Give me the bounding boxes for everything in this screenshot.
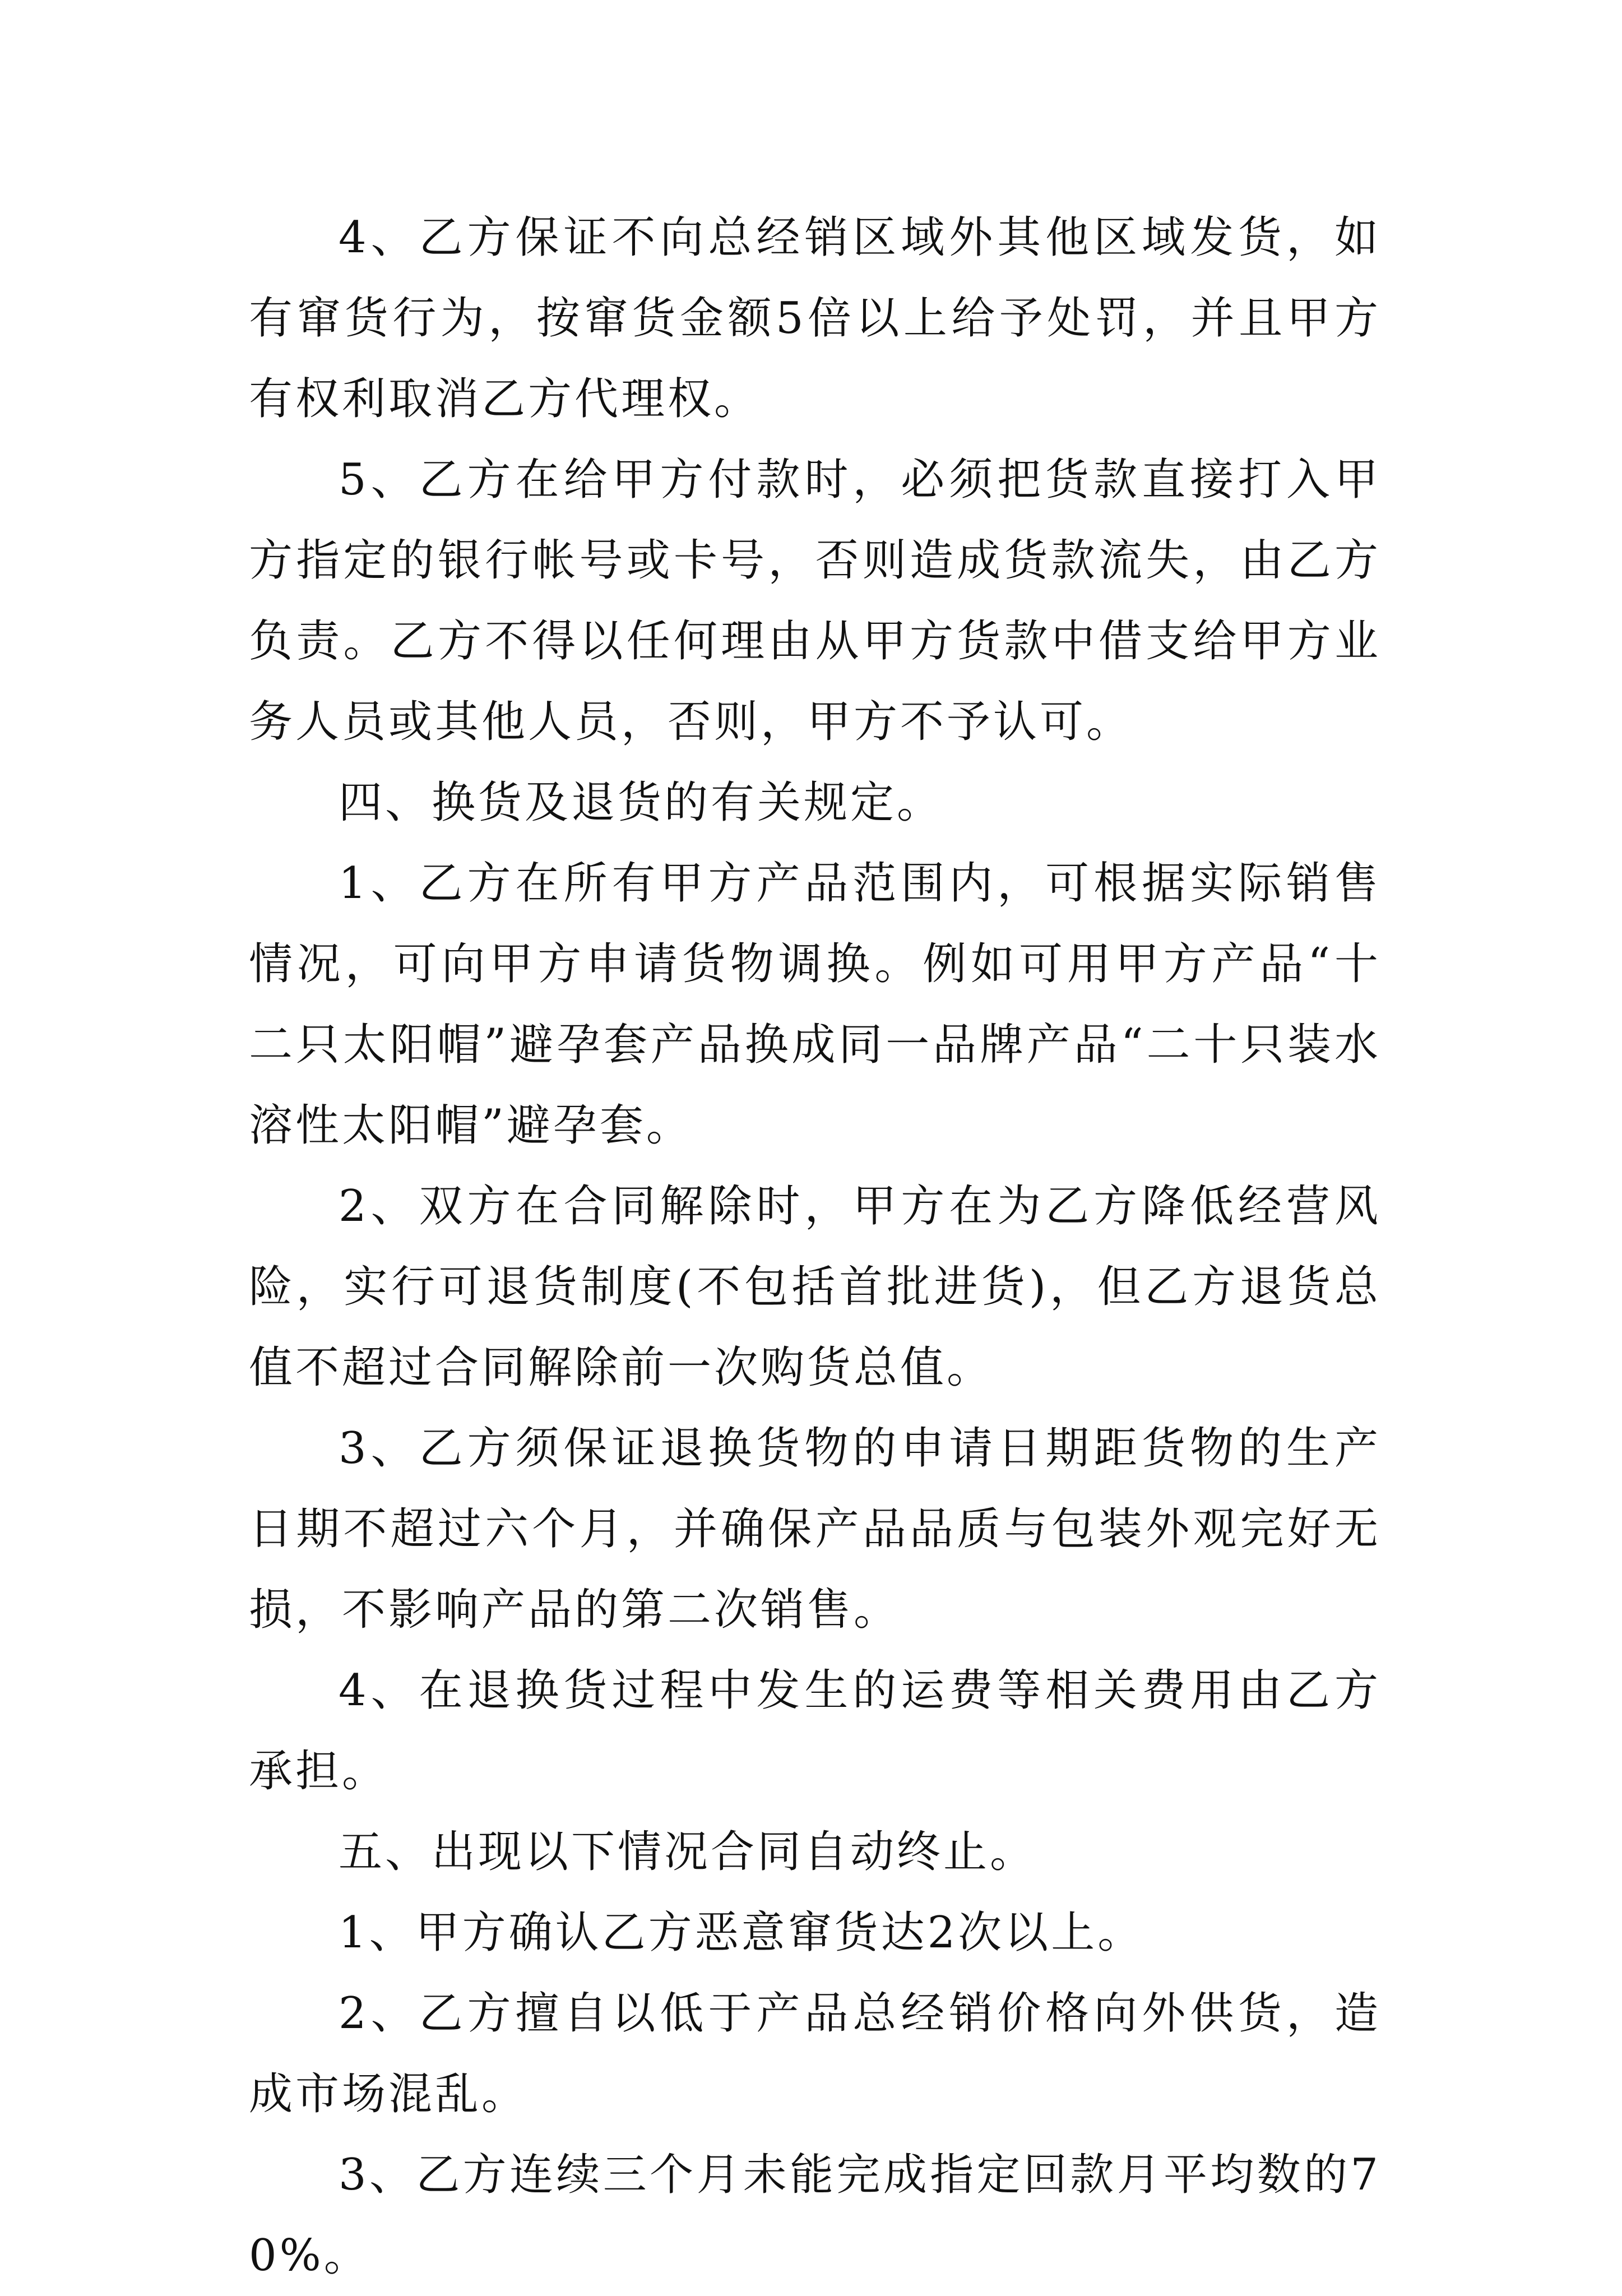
paragraph-exchange-4: 4、在退换货过程中发生的运费等相关费用由乙方承担。 [249, 1665, 1381, 1797]
paragraph-clause-5-payment: 5、乙方在给甲方付款时，必须把货款直接打入甲方指定的银行帐号或卡号，否则造成货款流失，由乙方负责。乙方不得以任何理由从甲方货款中借支给甲方业务人员或其他人员，否则，甲方不予认可。 [249, 455, 1381, 747]
paragraph-termination-1: 1、甲方确认乙方恶意窜货达2次以上。 [339, 1908, 1144, 1958]
paragraph-clause-4-no-cross-region: 4、乙方保证不向总经销区域外其他区域发货，如有窜货行为，按窜货金额5倍以上给予处罚，并且甲方有权利取消乙方代理权。 [249, 212, 1381, 424]
paragraph-exchange-2: 2、双方在合同解除时，甲方在为乙方降低经营风险，实行可退货制度(不包括首批进货)，但乙方退货总值不超过合同解除前一次购货总值。 [249, 1181, 1381, 1393]
paragraph-exchange-1: 1、乙方在所有甲方产品范围内，可根据实际销售情况，可向甲方申请货物调换。例如可用甲方产品“十二只太阳帽”避孕套产品换成同一品牌产品“二十只装水溶性太阳帽”避孕套。 [249, 858, 1381, 1151]
section-heading-exchange-return: 四、换货及退货的有关规定。 [339, 777, 944, 828]
document-body [249, 197, 1381, 2296]
paragraph-termination-2: 2、乙方擅自以低于产品总经销价格向外供货，造成市场混乱。 [249, 1988, 1381, 2119]
paragraph-termination-3: 3、乙方连续三个月未能完成指定回款月平均数的70%。 [249, 2150, 1381, 2281]
paragraph-exchange-3: 3、乙方须保证退换货物的申请日期距货物的生产日期不超过六个月，并确保产品品质与包装外观完好无损，不影响产品的第二次销售。 [249, 1423, 1381, 1635]
section-heading-termination: 五、出现以下情况合同自动终止。 [339, 1827, 1037, 1877]
